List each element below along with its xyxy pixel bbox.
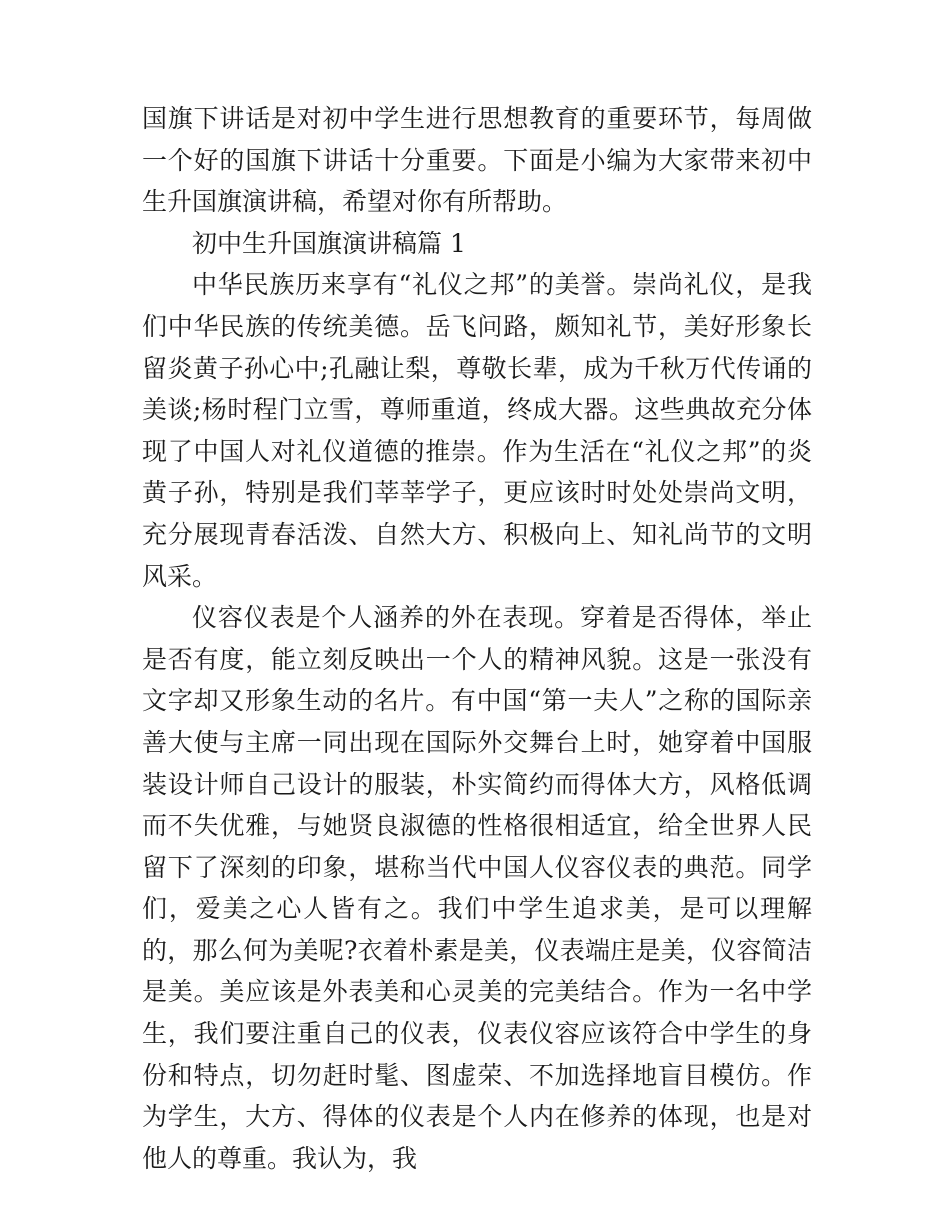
document-body: [142, 98, 812, 1179]
intro-paragraph: 国旗下讲话是对初中学生进行思想教育的重要环节，每周做一个好的国旗下讲话十分重要。下面是小编为大家带来初中生升国旗演讲稿，希望对你有所帮助。: [142, 104, 812, 217]
body-paragraph-2: 仪容仪表是个人涵养的外在表现。穿着是否得体，举止是否有度，能立刻反映出一个人的精神风貌。这是一张没有文字却又形象生动的名片。有中国“第一夫人”之称的国际亲善大使与主席一同出现在国际外交舞台上时，她穿着中国服装设计师自己设计的服装，朴实简约而得体大方，风格低调而不失优雅，与她贤良淑德的性格很相适宜，给全世界人民留下了深刻的印象，堪称当代中国人仪容仪表的典范。同学们，爱美之心人皆有之。我们中学生追求美，是可以理解的，那么何为美呢?衣着朴素是美，仪表端庄是美，仪容简洁是美。美应该是外表美和心灵美的完美结合。作为一名中学生，我们要注重自己的仪表，仪表仪容应该符合中学生的身份和特点，切勿赶时髦、图虚荣、不加选择地盲目模仿。作为学生，大方、得体的仪表是个人内在修养的体现，也是对他人的尊重。我认为，我: [142, 603, 812, 1173]
body-paragraph-1: 中华民族历来享有“礼仪之邦”的美誉。崇尚礼仪，是我们中华民族的传统美德。岳飞问路，颇知礼节，美好形象长留炎黄子孙心中;孔融让梨，尊敬长辈，成为千秋万代传诵的美谈;杨时程门立雪，尊师重道，终成大器。这些典故充分体现了中国人对礼仪道德的推崇。作为生活在“礼仪之邦”的炎黄子孙，特别是我们莘莘学子，更应该时时处处崇尚文明，充分展现青春活泼、自然大方、积极向上、知礼尚节的文明风采。: [142, 270, 812, 591]
section-heading: 初中生升国旗演讲稿篇 1: [192, 228, 466, 258]
